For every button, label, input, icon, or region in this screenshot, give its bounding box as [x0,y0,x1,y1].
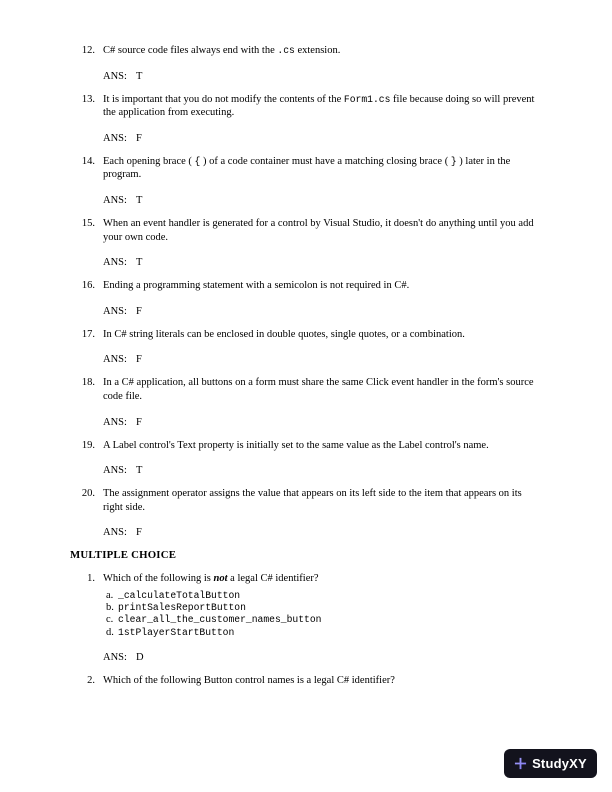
choice-item [106,627,542,639]
question-text-part: The assignment operator assigns the value that appears on its left side to the item that appears on its right side. [103,488,522,513]
answer-label: ANS: [103,194,127,206]
question-text-part: A Label control's Text property is initially set to the same value as the Label control's name. [103,439,489,451]
answer-value: T [135,257,143,269]
answer-row [103,257,542,268]
plus-icon [514,757,527,770]
question-text-part: { [194,155,201,167]
choice-text: 1stPlayerStartButton [118,626,235,638]
answer-value: F [135,305,142,317]
true-false-section [72,44,542,538]
question-text-part: a legal C# identifier? [227,573,319,585]
question-text-part: In a C# application, all buttons on a form must share the same Click event handler in the form's source code file. [103,377,534,402]
question-text-part: extension. [294,45,341,56]
answer-label: ANS: [103,132,127,144]
question-number: 13. [81,93,95,105]
question-row [72,44,542,58]
question-number: 16. [81,280,95,292]
question-text [103,487,542,514]
choice-list [106,590,542,639]
question-text-part: Which of the following is [103,573,214,585]
answer-label: ANS: [103,354,127,366]
answer-row [103,465,542,476]
question-text-part: .cs [277,45,295,56]
question-number: 17. [81,328,95,340]
answer-row [103,527,542,538]
choice-letter: c. [106,614,114,626]
question-text-part: not [213,573,228,585]
question-text-part: Form1.cs [343,93,391,105]
answer-value: F [135,527,142,539]
choice-text: printSalesReportButton [118,602,246,614]
question-text-part: Ending a programming statement with a semicolon is not required in C#. [103,280,410,292]
question-row [72,674,542,688]
question-item [72,572,542,662]
answer-value: F [135,354,142,366]
question-text-part: In C# string literals can be enclosed in double quotes, single quotes, or a combination. [103,328,465,340]
question-item [72,217,542,268]
answer-value: F [135,132,142,144]
choice-item [106,602,542,614]
question-text [103,328,542,342]
question-item [72,487,542,538]
answer-label: ANS: [103,70,127,82]
question-number: 18. [81,377,95,389]
question-row [72,328,542,342]
question-text [103,217,542,244]
question-text-part: ) of a code container must have a matching closing brace ( [200,155,451,167]
question-text [103,93,542,120]
question-text-part: When an event handler is generated for a control by Visual Studio, it doesn't do anything until you add your own code. [103,217,534,243]
answer-row [103,71,542,82]
question-row [72,376,542,403]
question-item [72,674,542,688]
answer-value: D [135,651,144,663]
answer-value: F [135,416,142,428]
question-number: 20. [81,488,95,500]
answer-row [103,652,542,663]
question-row [72,155,542,182]
question-text [103,572,542,586]
answer-label: ANS: [103,465,127,477]
question-item [72,376,542,427]
choice-letter: d. [106,626,114,638]
question-text [103,674,542,688]
answer-label: ANS: [103,257,127,269]
question-number: 12. [81,45,95,56]
question-number: 15. [81,217,95,229]
question-row [72,217,542,244]
choice-text: _calculateTotalButton [118,589,241,601]
answer-row [103,195,542,206]
question-text-part: ) later in the program. [103,155,511,181]
question-item [72,328,542,366]
answer-label: ANS: [103,527,127,539]
answer-row [103,354,542,365]
question-text [103,439,542,453]
question-item [72,44,542,82]
question-text [103,376,542,403]
choice-item [106,614,542,626]
question-number: 19. [81,439,95,451]
question-number: 1. [87,573,95,585]
choice-letter: b. [106,602,114,614]
section-heading-multiple-choice: MULTIPLE CHOICE [70,549,177,562]
answer-label: ANS: [103,416,127,428]
question-row [72,439,542,453]
answer-row [103,306,542,317]
question-text-part: It is important that you do not modify the contents of the [103,93,344,105]
question-row [72,279,542,293]
studyxy-logo [504,749,597,778]
choice-item [106,590,542,602]
question-item [72,439,542,477]
question-text [103,44,542,58]
question-text-part: file because doing so will prevent the application from executing. [103,93,535,119]
question-number: 14. [81,155,95,167]
answer-value: T [135,194,143,206]
question-item [72,155,542,206]
question-text-part: Which of the following Button control names is a legal C# identifier? [103,674,395,686]
choice-text: clear_all_the_customer_names_button [118,614,322,626]
question-item [72,93,542,144]
answer-label: ANS: [103,305,127,317]
answer-value: T [135,70,143,82]
choice-letter: a. [106,589,114,601]
brand-name: StudyXY [532,756,587,771]
question-row [72,572,542,586]
question-text-part: C# source code files always end with the [103,45,278,56]
answer-row [103,133,542,144]
question-row [72,487,542,514]
answer-row [103,417,542,428]
answer-label: ANS: [103,651,127,663]
question-text-part: Each opening brace ( [103,155,195,167]
answer-value: T [135,465,143,477]
question-number: 2. [87,674,95,686]
question-text [103,279,542,293]
question-row [72,93,542,120]
question-item [72,279,542,317]
question-text [103,155,542,182]
question-text-part: } [450,155,457,167]
multiple-choice-section [72,572,542,687]
